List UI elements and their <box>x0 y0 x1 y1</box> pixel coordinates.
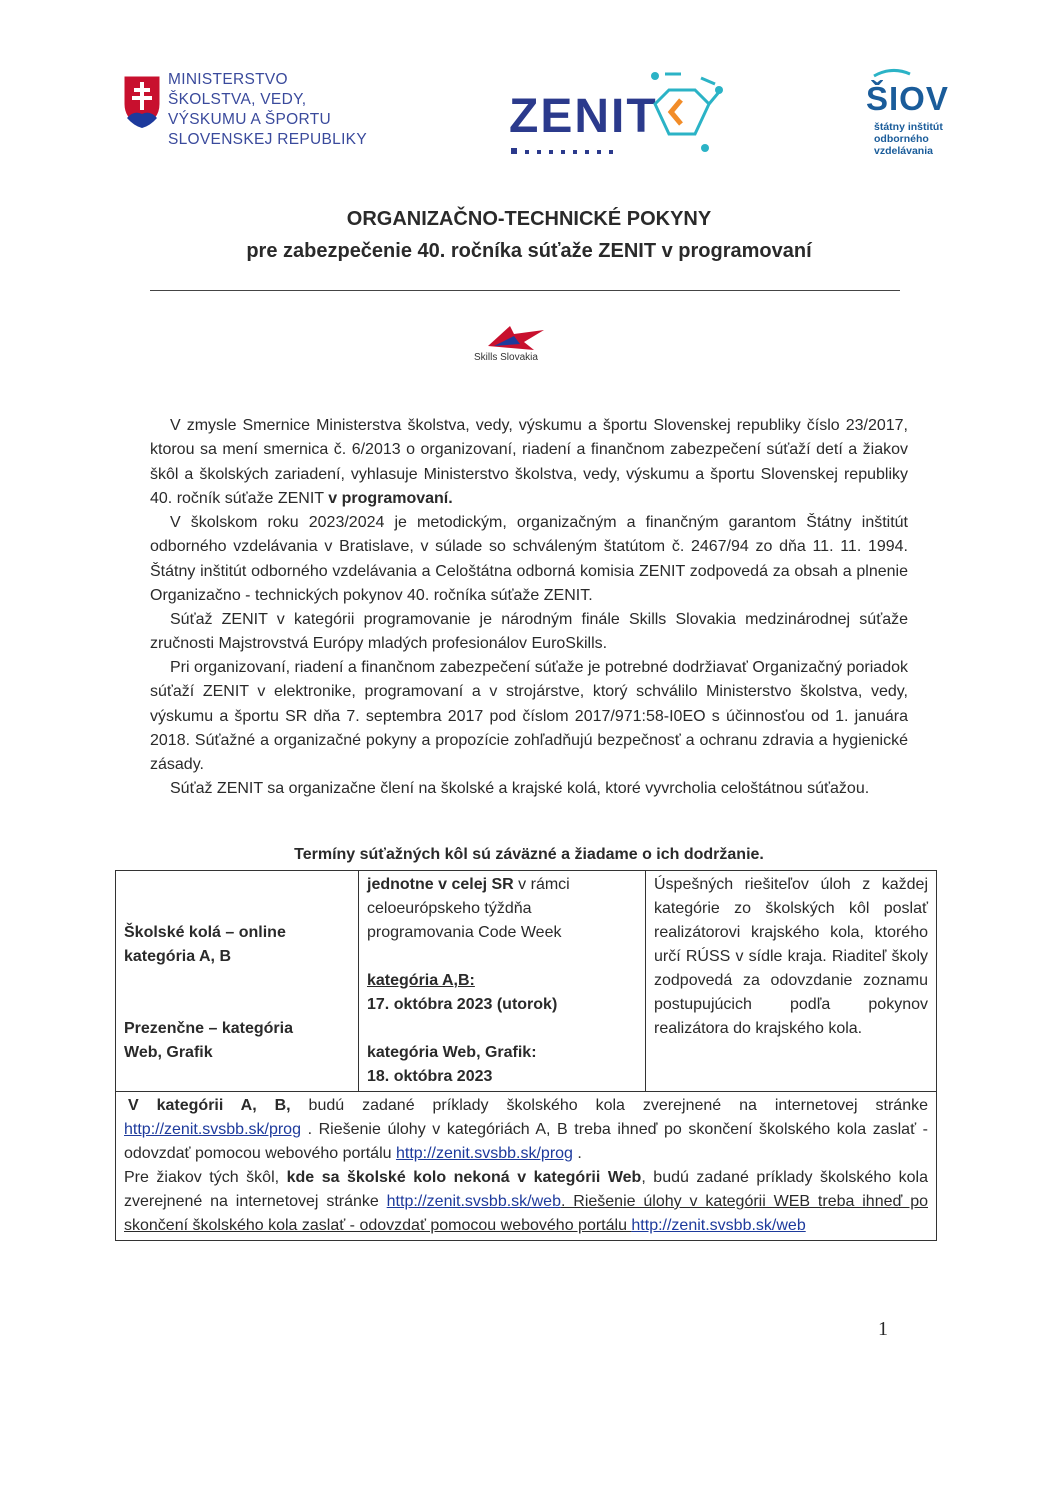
siov-subtitle: štátny inštitút odborného vzdelávania <box>874 121 943 157</box>
skills-slovakia-logo <box>470 322 560 366</box>
siov-wordmark: ŠIOV <box>866 80 949 117</box>
link-prog[interactable]: http://zenit.svsbb.sk/prog <box>124 1121 301 1138</box>
zenit-wordmark: ZENIT <box>509 90 658 143</box>
page-number: 1 <box>878 1318 888 1340</box>
online-round-category: kategória A, B <box>124 948 231 965</box>
document-subtitle: pre zabezpečenie 40. ročníka súťaže ZENIT v programovaní <box>246 240 812 262</box>
instructions-cell: Úspešných riešiteľov úloh z každej kategórie zo školských kôl poslať realizátorovi krajského kola, ktorého určí RÚSS v sídle kraja. Riaditeľ školy zodpovedá za odovzdanie zoznamu postupujúcich podľa pokynov realizátora do krajského kola. <box>646 871 937 1092</box>
paragraph-skills: Súťaž ZENIT v kategórii programovanie je národným finále Skills Slovakia medzinárodnej súťaže zručnosti Majstrovstvá Európy mladých profesionálov EuroSkills. <box>150 611 908 653</box>
link-web-portal[interactable]: http://zenit.svsbb.sk/web <box>631 1217 806 1234</box>
cat-ab-date: 17. októbra 2023 (utorok) <box>367 996 558 1013</box>
skills-caption: Skills Slovakia <box>474 352 538 363</box>
zenit-logo-graphic <box>505 64 727 160</box>
dates-cell: jednotne v celej SR v rámci celoeurópskeho týždňa programovania Code Week kategória A,B: 17. októbra 2023 (utorok) kategória Web, Grafik: 18. októbra 2023 <box>359 871 646 1092</box>
paragraph-guarantor: V školskom roku 2023/2024 je metodickým, organizačným a finančným garantom Štátny inštitút odborného vzdelávania v Bratislave, v súlade so schváleným štatútom č. 2467/94 zo dňa 11. 11. 1994. Štátny inštitút odborného vzdelávania a Celoštátna odborná komisia ZENIT zodpovedá za obsah a plnenie Organizačno - technických pokynov 40. ročníka súťaže ZENIT. <box>150 514 908 604</box>
paragraph-intro: V zmysle Smernice Ministerstva školstva, vedy, výskumu a športu Slovenskej republiky číslo 23/2017, ktorou sa mení smernica č. 6/2013 o organizovaní, riadení a finančnom zabezpečení súťaží detí a žiakov škôl a školských zariadení, vyhlasuje Ministerstvo školstva, vedy, výskumu a športu Slovenskej republiky 40. ročník súťaže ZENIT v programovaní. <box>150 417 908 507</box>
cat-ab-label: kategória A,B: <box>367 972 475 989</box>
skills-bird-icon <box>484 322 554 352</box>
zenit-logo <box>505 64 727 160</box>
ministry-name: MINISTERSTVO ŠKOLSTVA, VEDY, VÝSKUMU A ŠPORTU SLOVENSKEJ REPUBLIKY <box>168 71 367 148</box>
round-type-cell <box>116 871 359 1092</box>
siov-swoosh-icon <box>872 66 912 80</box>
title-divider <box>150 290 900 291</box>
paragraph-rules: Pri organizovaní, riadení a finančnom zabezpečení súťaže je potrebné dodržiavať Organizačný poriadok súťaží ZENIT v elektronike, programovaní a v strojárstve, ktorý schválilo Ministerstvo školstva, vedy, výskumu a športu SR dňa 7. septembra 2017 pod číslom 2017/971:58-I0EO s účinnosťou od 1. januára 2018. Súťažné a organizačné pokyny a propozície zohľadňujú bezpečnosť a ochranu zdravia a hygienické zásady. <box>150 659 908 774</box>
link-prog-portal[interactable]: http://zenit.svsbb.sk/prog <box>395 1145 573 1162</box>
link-web[interactable]: http://zenit.svsbb.sk/web <box>386 1193 561 1210</box>
online-round-title: Školské kolá – online <box>124 924 286 941</box>
table-row <box>116 871 937 1092</box>
cat-web-label: kategória Web, Grafik: <box>367 1044 537 1061</box>
slovak-crest-icon <box>122 74 162 130</box>
document-title: ORGANIZAČNO-TECHNICKÉ POKYNY <box>346 208 712 230</box>
present-round-title: Prezenčne – kategória <box>124 1020 293 1037</box>
table-row <box>116 1092 937 1241</box>
ministry-logo <box>118 70 378 170</box>
table-caption: Termíny súťažných kôl sú záväzné a žiadame o ich dodržanie. <box>294 846 764 863</box>
note-cell: V kategórii A, B, budú zadané príklady školského kola zverejnené na internetovej stránke http://zenit.svsbb.sk/prog . Riešenie úlohy v kategóriách A, B treba ihneď po skončení školského kola zaslať - odovzdať pomocou webového portálu http://zenit.svsbb.sk/prog . Pre žiakov tých škôl, kde sa školské kolo nekoná v kategórii Web, budú zadané príklady školského kola zverejnené na internetovej stránke http://zenit.svsbb.sk/web. Riešenie úlohy v kategórii WEB treba ihneď po skončení školského kola zaslať - odovzdať pomocou webového portálu http://zenit.svsbb.sk/web <box>116 1092 937 1241</box>
present-round-category: Web, Grafik <box>124 1044 213 1061</box>
cat-web-date: 18. októbra 2023 <box>367 1068 493 1085</box>
terms-table <box>115 870 937 1241</box>
siov-logo <box>864 66 984 162</box>
paragraph-structure: Súťaž ZENIT sa organizačne člení na školské a krajské kolá, ktoré vyvrcholia celoštátnou súťažou. <box>170 780 870 797</box>
